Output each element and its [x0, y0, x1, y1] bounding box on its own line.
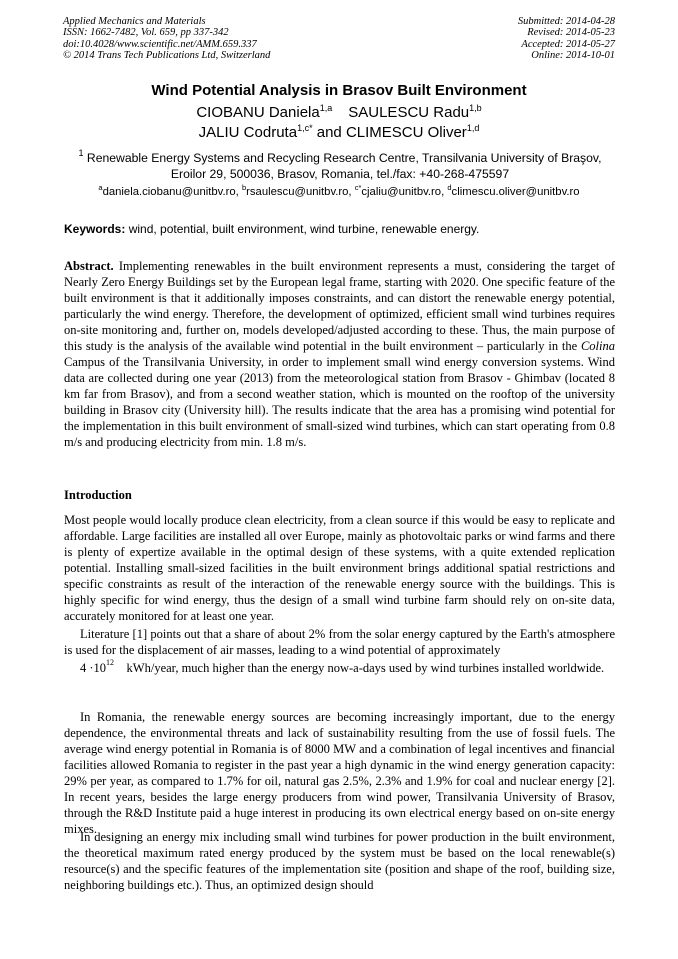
email-link[interactable]: daniela.ciobanu@unitbv.ro, [102, 186, 239, 198]
affiliation [60, 150, 620, 182]
date-online: Online: 2014-10-01 [531, 49, 615, 61]
email-mark: b [241, 183, 247, 192]
abstract-text-cont: Campus of the Transilvania University, in order to implement small wind energy conversion systems. Wind data are collected during one year (2013) from the meteorological station from Brasov - Ghimbav (located 8 km far from Brasov), and from a second weather station, which is mounted on the rooftop of the university building in Brasov city (University hill). The results indicate that the area has a promising wind potential for the implementation in this built environment of small-sized wind turbines, which can start operating from 0.8 m/s and producing electricity from min. 1.8 m/s. [64, 355, 615, 449]
date-accepted: Accepted: 2014-05-27 [521, 38, 615, 50]
email-mark: d [447, 183, 452, 192]
author-affil-mark: 1,c* [297, 123, 313, 133]
author-affil-mark: 1,d [466, 123, 480, 133]
author-conjunction: and [316, 124, 342, 141]
journal-copyright: © 2014 Trans Tech Publications Ltd, Switzerland [63, 49, 271, 61]
intro-paragraph-3: In Romania, the renewable energy sources are becoming increasingly important, due to the energy dependence, the environmental threats and lack of sustainability resulting from the use of fossil fuels. The average wind energy potential in Romania is of 8000 MW and a combination of legal incentives and financial facilities allowed Romania to register in the past year a high dynamic in the wind energy generation capacity: 29% per year, as compared to 1.7% for oil, natural gas 2.5%, 2.3% and 1.9% for coal and nuclear energy [2]. In recent years, besides the large energy producers from wind power, Transilvania University of Brasov, through the R&D Institute paid a huge interest in producing its own electrical energy based on on-site energy mixes. [64, 710, 615, 836]
author-name: CLIMESCU Oliver [345, 124, 467, 141]
journal-info [63, 16, 270, 61]
date-revised: Revised: 2014-05-23 [527, 27, 615, 39]
email-link[interactable]: rsaulescu@unitbv.ro, [246, 186, 352, 198]
section-heading-introduction: Introduction [64, 488, 132, 502]
affiliation-mark: 1 [78, 148, 84, 158]
paper-title: Wind Potential Analysis in Brasov Built Environment [151, 82, 527, 99]
formula [80, 658, 115, 675]
formula-exponent: 12 [106, 658, 115, 667]
abstract [64, 258, 615, 450]
journal-issn: ISSN: 1662-7482, Vol. 659, pp 337-342 [63, 27, 229, 39]
abstract-label: Abstract. [64, 259, 114, 273]
author-name: JALIU Codruta [198, 124, 298, 141]
keywords [64, 222, 479, 236]
keywords-label: Keywords: [64, 222, 126, 236]
keywords-text: wind, potential, built environment, wind turbine, renewable energy. [128, 222, 480, 236]
formula-line [64, 658, 615, 679]
intro-paragraph-1: Most people would locally produce clean electricity, from a clean source if this would be easy to replicate and affordable. Large facilities are installed all over Europe, mainly as photovoltaic parks or wind farms and there is plenty of expertize available in the optimal design of these systems, with a quite extended replication potential. Installing small-sized facilities in the built environment brings additional spatial restrictions and specific constraints as result of the interaction of the renewable energy source with the buildings. This is highly specific for wind energy, thus the design of a small wind turbine farm should rely on on-site data, accurately monitored for at least one year. [64, 513, 615, 623]
formula-base: 4 ·10 [80, 661, 107, 675]
email-mark: c* [354, 183, 362, 192]
author-line-2 [0, 124, 678, 141]
journal-doi: doi:10.4028/www.scientific.net/AMM.659.337 [63, 38, 257, 50]
paragraph-text: Literature [1] points out that a share of about 2% from the solar energy captured by the Earth's atmosphere is used for the displacement of air masses, leading to a wind potential of approximately [64, 627, 615, 657]
journal-name: Applied Mechanics and Materials [63, 16, 206, 27]
email-mark: a [98, 183, 103, 192]
author-emails [0, 183, 678, 198]
author-affil-mark: 1,a [319, 103, 333, 113]
intro-paragraph-4: In designing an energy mix including small wind turbines for power production in the built environment, the theoretical maximum rated energy produced by the system must be based on the local renewable(s) resource(s) and the specific features of the implementation site (position and shape of the roof, building size, neighboring buildings etc.). Thus, an optimized design should [64, 830, 615, 892]
author-affil-mark: 1,b [469, 103, 482, 113]
author-name: SAULESCU Radu [348, 104, 470, 121]
email-link[interactable]: climescu.oliver@unitbv.ro [451, 186, 580, 198]
intro-paragraph-2 [64, 626, 615, 679]
author-name: CIOBANU Daniela [196, 104, 320, 121]
date-submitted: Submitted: 2014-04-28 [517, 16, 615, 27]
abstract-text: Implementing renewables in the built environment represents a must, considering the target of Nearly Zero Energy Buildings set by the European legal frame, starting with 2020. One specific feature of the built environment is that it additionally imposes constraints, and can distort the renewable energy potential, particularly the wind energy. Therefore, the development of optimized, efficient small wind turbines requires on-site monitoring and, further on, models developed/adjusted according to these. Thus, the main purpose of this study is the analysis of the available wind potential in the built environment – particularly in the [64, 259, 615, 353]
affiliation-text: Renewable Energy Systems and Recycling Research Centre, Transilvania University of Braşov, Eroilor 29, 500036, Brasov, Romania, tel./fax: +40-268-475597 [86, 151, 602, 181]
publication-dates [518, 16, 615, 61]
author-line-1 [0, 104, 678, 121]
abstract-italic: Colina [580, 339, 615, 353]
paragraph-text-cont: kWh/year, much higher than the energy now-a-days used by wind turbines installed worldwide. [126, 661, 605, 675]
email-link[interactable]: cjaliu@unitbv.ro, [361, 186, 445, 198]
